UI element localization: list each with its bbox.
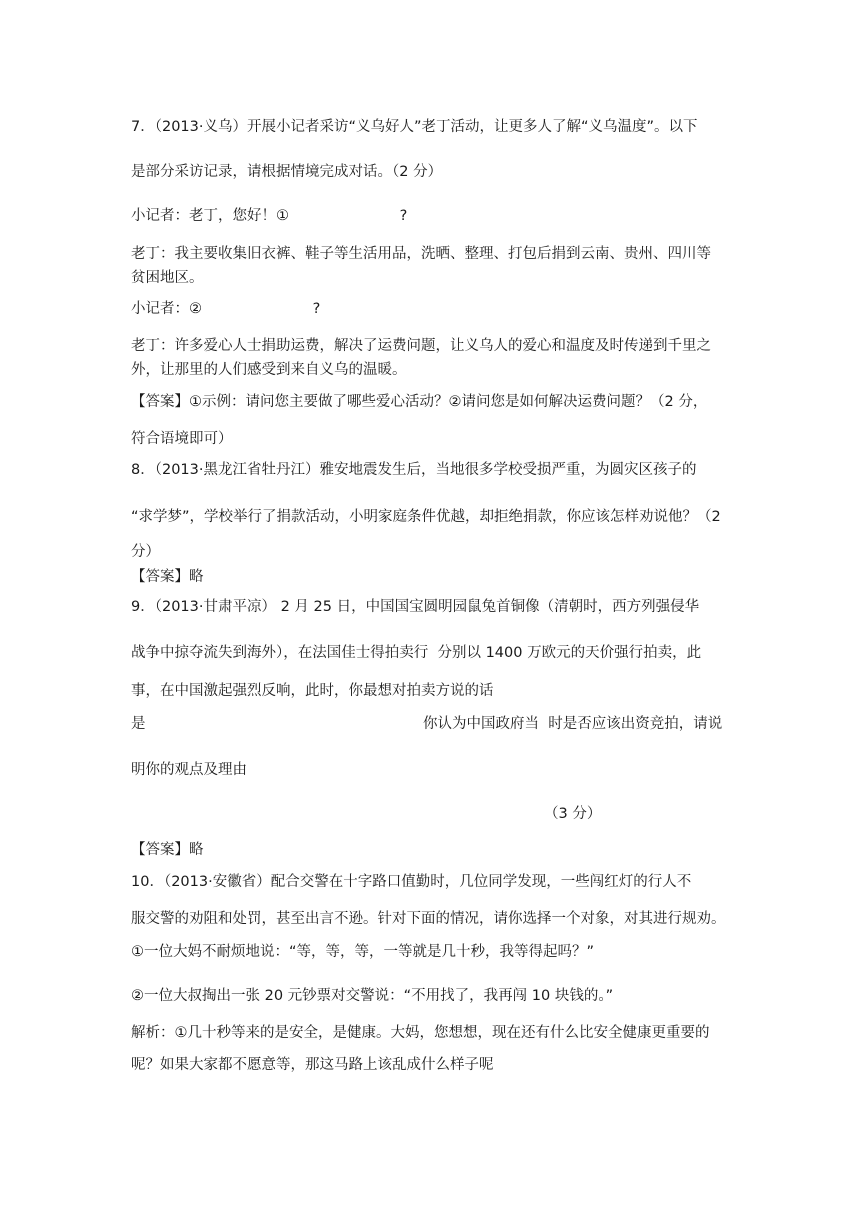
- q9-score: （3 分）: [544, 806, 602, 822]
- q10-option-1: ①一位大妈不耐烦地说：“等，等，等，一等就是几十秒，我等得起吗？”: [131, 944, 595, 960]
- q8-answer: 【答案】略: [131, 569, 204, 585]
- q10-option-2: ②一位大叔掏出一张 20 元钞票对交警说：“不用找了，我再闯 10 块钱的。”: [131, 988, 614, 1004]
- q10-line-2: 服交警的劝阻和处罚，甚至出言不逊。针对下面的情况，请你选择一个对象，对其进行规劝。: [131, 911, 726, 927]
- q9-answer: 【答案】略: [131, 842, 204, 858]
- q7-answer-line-1: 【答案】①示例：请问您主要做了哪些爱心活动？②请问您是如何解决运费问题？（2 分，: [131, 394, 708, 410]
- q8-line-2: “求学梦”，学校举行了捐款活动，小明家庭条件优越，却拒绝捐款，你应该怎样劝说他？（2: [131, 509, 721, 525]
- q9-line-2: 战争中掠夺流失到海外），在法国佳士得拍卖行 分别以 1400 万欧元的天价强行拍卖，此: [131, 645, 702, 661]
- q9-line-4-right: 你认为中国政府当 时是否应该出资竞拍，请说: [423, 716, 723, 732]
- q7-ding-reply-1b: 贫困地区。: [131, 270, 204, 286]
- q9-line-1: 9．（2013·甘肃平凉） 2 月 25 日，中国国宝圆明园鼠兔首铜像（清朝时，西方列强侵华: [131, 599, 700, 615]
- q7-ding-reply-2b: 外，让那里的人们感受到来自义乌的温暖。: [131, 362, 407, 378]
- q7-line-2: 是部分采访记录，请根据情境完成对话。（2 分）: [131, 164, 443, 180]
- q10-line-1: 10．（2013·安徽省）配合交警在十字路口值勤时，几位同学发现，一些闯红灯的行人不: [131, 874, 692, 890]
- q7-ding-reply-2a: 老丁：许多爱心人士捐助运费，解决了运费问题，让义乌人的爱心和温度及时传递到千里之: [131, 338, 711, 354]
- q8-line-1: 8．（2013·黑龙江省牡丹江）雅安地震发生后，当地很多学校受损严重，为圆灾区孩子的: [131, 462, 697, 478]
- q10-analysis-line-1: 解析：①几十秒等来的是安全，是健康。大妈，您想想，现在还有什么比安全健康更重要的: [131, 1025, 710, 1041]
- q7-ding-reply-1a: 老丁：我主要收集旧衣裤、鞋子等生活用品，洗晒、整理、打包后捐到云南、贵州、四川等: [131, 246, 711, 262]
- q7-reporter-question-2: 小记者：② ?: [131, 301, 321, 317]
- q9-line-3: 事，在中国激起强烈反响，此时，你最想对拍卖方说的话: [131, 683, 494, 699]
- q7-line-1: 7．（2013·义乌）开展小记者采访“义乌好人”老丁活动，让更多人了解“义乌温度”。以下: [131, 119, 698, 135]
- q7-answer-line-2: 符合语境即可）: [131, 431, 233, 447]
- q9-line-4-left: 是: [131, 716, 146, 732]
- q9-line-5: 明你的观点及理由: [131, 762, 247, 778]
- q7-reporter-question-1: 小记者：老丁，您好！① ?: [131, 208, 408, 224]
- q8-line-3: 分）: [131, 544, 160, 560]
- q10-analysis-line-2: 呢？如果大家都不愿意等，那这马路上该乱成什么样子呢: [131, 1057, 494, 1073]
